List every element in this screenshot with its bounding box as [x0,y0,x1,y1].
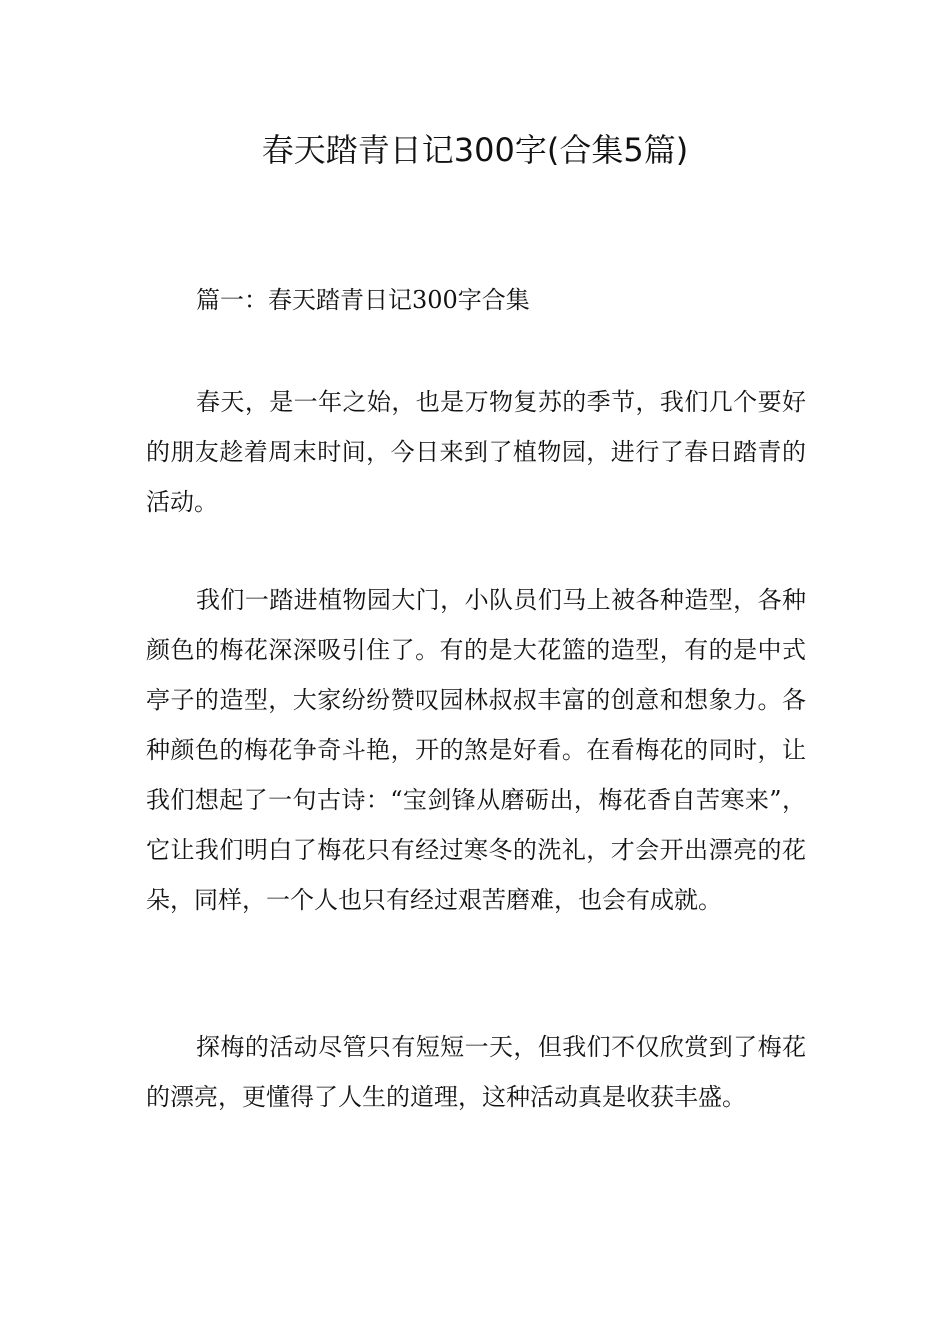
paragraph-3: 探梅的活动尽管只有短短一天，但我们不仅欣赏到了梅花的漂亮，更懂得了人生的道理，这种活动真是收获丰盛。 [146,1033,806,1111]
paragraph-1: 春天，是一年之始，也是万物复苏的季节，我们几个要好的朋友趁着周末时间，今日来到了植物园，进行了春日踏青的活动。 [146,388,806,516]
paragraph-2: 我们一踏进植物园大门，小队员们马上被各种造型，各种颜色的梅花深深吸引住了。有的是大花篮的造型，有的是中式亭子的造型，大家纷纷赞叹园林叔叔丰富的创意和想象力。各种颜色的梅花争奇斗艳，开的煞是好看。在看梅花的同时，让我们想起了一句古诗：“宝剑锋从磨砺出，梅花香自苦寒来”，它让我们明白了梅花只有经过寒冬的洗礼，才会开出漂亮的花朵，同样，一个人也只有经过艰苦磨难，也会有成就。 [146,586,806,914]
section-heading: 篇一：春天踏青日记300字合集 [196,286,530,314]
document-title: 春天踏青日记300字(合集5篇) [261,131,689,169]
